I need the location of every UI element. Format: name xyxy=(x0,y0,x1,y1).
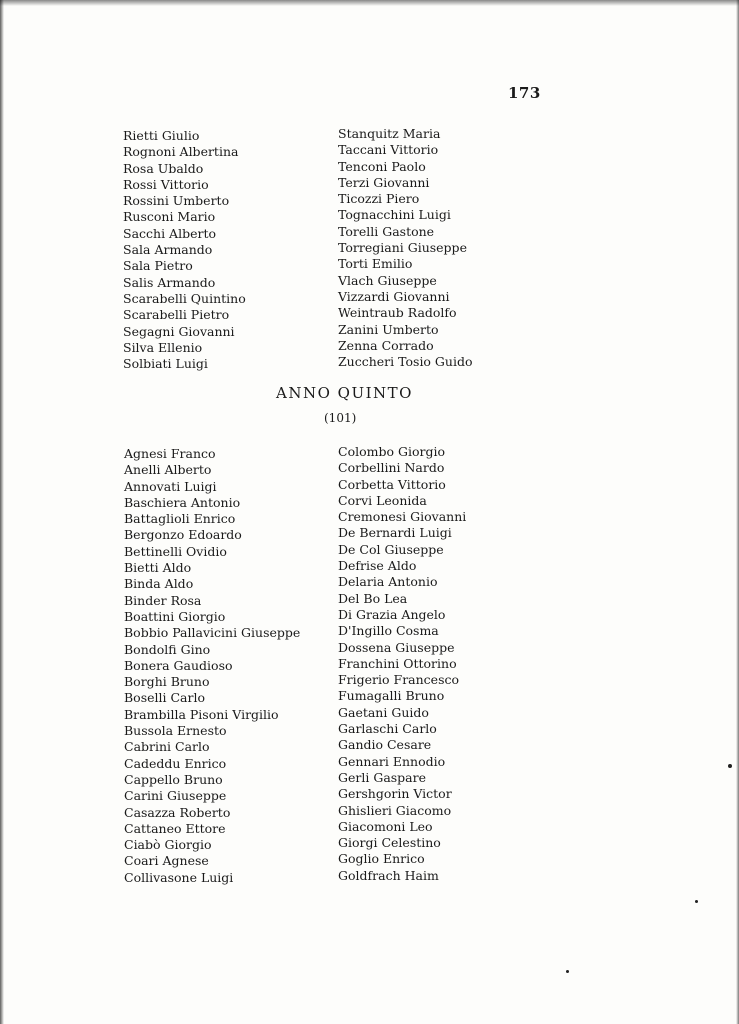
list-item: Giacomoni Leo xyxy=(338,818,433,834)
list-item: Rusconi Mario xyxy=(123,209,216,225)
list-item: Corvi Leonida xyxy=(338,492,427,508)
list-item: Stanquitz Maria xyxy=(338,126,441,141)
list-item: Annovati Luigi xyxy=(124,478,217,494)
list-item: Tenconi Paolo xyxy=(338,158,426,174)
list-item: Dossena Giuseppe xyxy=(338,639,455,655)
list-item: Carini Giuseppe xyxy=(124,788,227,804)
name-list-bottom-left xyxy=(124,446,300,886)
list-item: Gerli Gaspare xyxy=(338,769,427,785)
list-item: Bettinelli Ovidio xyxy=(124,543,227,559)
list-item: Gaetani Guido xyxy=(338,704,429,720)
name-list-top-left xyxy=(123,128,246,372)
list-item: Sala Pietro xyxy=(123,258,193,274)
section-title: ANNO QUINTO xyxy=(276,384,413,402)
list-item: Coari Agnese xyxy=(124,853,209,869)
list-item: Collivasone Luigi xyxy=(124,869,234,885)
list-item: Cabrini Carlo xyxy=(124,739,210,755)
list-item: Del Bo Lea xyxy=(338,590,408,606)
list-item: Frigerio Francesco xyxy=(338,672,460,688)
list-item: Bondolfi Gino xyxy=(124,641,211,657)
list-item: Gershgorin Victor xyxy=(338,786,452,802)
list-item: Ciabò Giorgio xyxy=(124,837,212,853)
list-item: Fumagalli Bruno xyxy=(338,688,445,704)
list-item: Casazza Roberto xyxy=(124,804,231,820)
list-item: Gennari Ennodio xyxy=(338,753,446,769)
list-item: Vlach Giuseppe xyxy=(338,272,437,288)
list-item: Rossi Vittorio xyxy=(123,176,209,192)
list-item: Weintraub Radolfo xyxy=(338,305,457,321)
list-item: Ghislieri Giacomo xyxy=(338,802,452,818)
list-item: Salis Armando xyxy=(123,274,216,290)
list-item: Zanini Umberto xyxy=(338,321,439,337)
list-item: Boattini Giorgio xyxy=(124,608,226,624)
list-item: Silva Ellenio xyxy=(123,339,203,355)
section-count: (101) xyxy=(324,411,357,425)
list-item: Brambilla Pisoni Virgilio xyxy=(124,706,279,722)
list-item: Cappello Bruno xyxy=(124,771,223,787)
scan-speck xyxy=(695,900,698,903)
list-item: Corbellini Nardo xyxy=(338,460,445,476)
list-item: Binder Rosa xyxy=(124,592,202,608)
list-item: Sacchi Alberto xyxy=(123,225,216,241)
list-item: Bonera Gaudioso xyxy=(124,657,233,673)
list-item: Rossini Umberto xyxy=(123,193,230,209)
scan-speck xyxy=(728,764,732,768)
list-item: Boselli Carlo xyxy=(124,690,206,706)
list-item: Solbiati Luigi xyxy=(123,356,208,372)
list-item: Bietti Aldo xyxy=(124,560,192,576)
list-item: Torregiani Giuseppe xyxy=(338,240,467,256)
list-item: Torelli Gastone xyxy=(338,223,435,239)
list-item: Torti Emilio xyxy=(338,256,413,272)
list-item: Rosa Ubaldo xyxy=(123,160,204,176)
list-item: Goglio Enrico xyxy=(338,851,425,867)
list-item: Defrise Aldo xyxy=(338,558,417,574)
list-item: Cremonesi Giovanni xyxy=(338,509,467,525)
list-item: Battaglioli Enrico xyxy=(124,511,236,527)
list-item: Terzi Giovanni xyxy=(338,174,430,190)
list-item: Rietti Giulio xyxy=(123,128,200,143)
list-item: Cadeddu Enrico xyxy=(124,755,227,771)
scan-edge-left xyxy=(0,0,4,1024)
list-item: Gandio Cesare xyxy=(338,737,432,753)
list-item: Tognacchini Luigi xyxy=(338,207,451,223)
name-list-bottom-right xyxy=(338,444,466,884)
list-item: Giorgi Celestino xyxy=(338,835,441,851)
list-item: Goldfrach Haim xyxy=(338,867,439,883)
list-item: Segagni Giovanni xyxy=(123,323,235,339)
list-item: Bussola Ernesto xyxy=(124,723,227,739)
name-list-top-right xyxy=(338,126,473,370)
scan-edge-top xyxy=(0,0,739,6)
list-item: Taccani Vittorio xyxy=(338,142,439,158)
list-item: D'Ingillo Cosma xyxy=(338,623,439,639)
list-item: Rognoni Albertina xyxy=(123,144,239,160)
list-item: Ticozzi Piero xyxy=(338,191,420,207)
list-item: Scarabelli Pietro xyxy=(123,307,230,323)
list-item: Franchini Ottorino xyxy=(338,655,457,671)
list-item: Garlaschi Carlo xyxy=(338,721,437,737)
scan-speck xyxy=(566,970,569,973)
list-item: Sala Armando xyxy=(123,242,213,258)
list-item: Corbetta Vittorio xyxy=(338,476,446,492)
list-item: Borghi Bruno xyxy=(124,674,210,690)
list-item: Vizzardi Giovanni xyxy=(338,288,450,304)
list-item: De Bernardi Luigi xyxy=(338,525,452,541)
list-item: Delaria Antonio xyxy=(338,574,438,590)
list-item: Bergonzo Edoardo xyxy=(124,527,242,543)
list-item: Agnesi Franco xyxy=(124,446,216,461)
page-number: 173 xyxy=(508,84,541,102)
list-item: Scarabelli Quintino xyxy=(123,290,246,306)
list-item: Zenna Corrado xyxy=(338,337,434,353)
list-item: Colombo Giorgio xyxy=(338,444,445,459)
list-item: Cattaneo Ettore xyxy=(124,820,226,836)
list-item: Binda Aldo xyxy=(124,576,194,592)
list-item: Di Grazia Angelo xyxy=(338,606,446,622)
list-item: Baschiera Antonio xyxy=(124,494,241,510)
list-item: Anelli Alberto xyxy=(124,462,212,478)
list-item: Zuccheri Tosio Guido xyxy=(338,354,473,370)
list-item: Bobbio Pallavicini Giuseppe xyxy=(124,625,301,641)
list-item: De Col Giuseppe xyxy=(338,541,444,557)
